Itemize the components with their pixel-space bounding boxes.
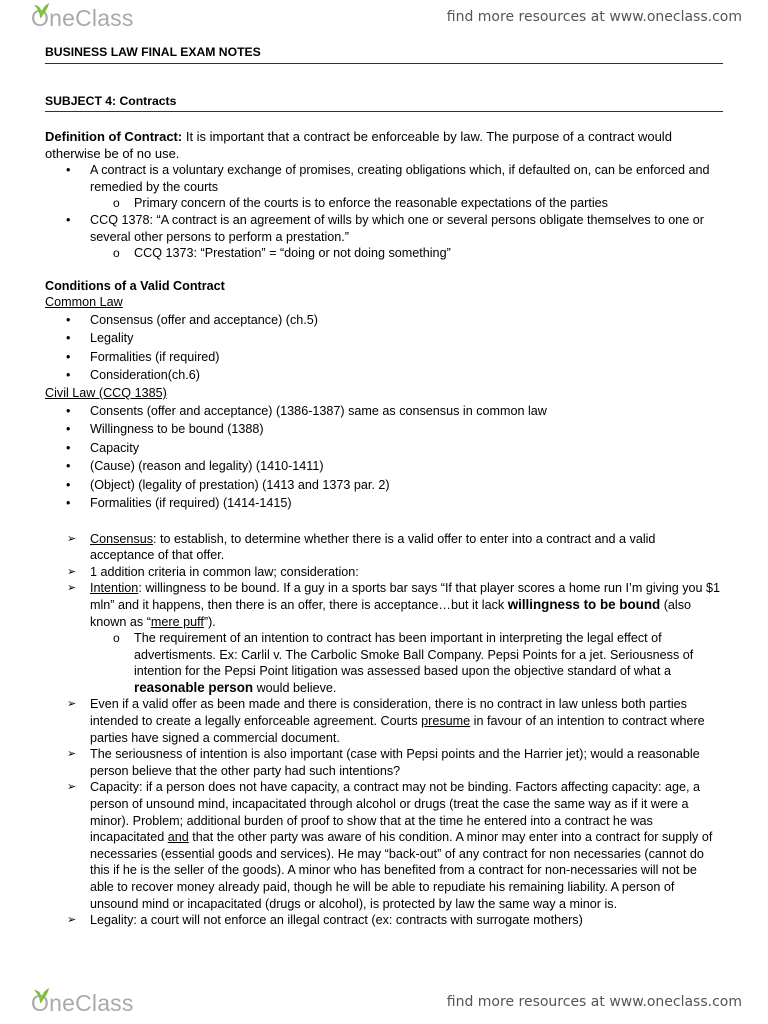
sub-bullet-item: o Primary concern of the courts is to enforce the reasonable expectations of the parties: [113, 196, 608, 211]
definition-paragraph: [45, 128, 723, 162]
list-item: • Formalities (if required): [66, 349, 220, 364]
civil-law-heading: Civil Law (CCQ 1385): [45, 385, 167, 400]
logo-text: OneClass: [31, 4, 134, 31]
common-law-heading: Common Law: [45, 295, 123, 310]
tagline-link-top[interactable]: find more resources at www.oneclass.com: [446, 9, 742, 25]
arrow-item-addition: ➢ 1 addition criteria in common law; consideration:: [67, 564, 359, 579]
list-item: • (Cause) (reason and legality) (1410-1411): [66, 459, 324, 474]
logo-text: OneClass: [31, 989, 134, 1016]
tagline-link-bottom[interactable]: find more resources at www.oneclass.com: [446, 994, 742, 1010]
list-item: • Formalities (if required) (1414-1415): [66, 496, 292, 511]
list-item: • Consideration(ch.6): [66, 368, 200, 383]
oneclass-logo-bottom[interactable]: [31, 989, 134, 1017]
bullet-item: • A contract is a voluntary exchange of promises, creating obligations which, if defaulted on, can be enforced and remedied by the courts: [66, 163, 710, 194]
definition-label: Definition of Contract:: [45, 129, 183, 145]
conditions-heading: Conditions of a Valid Contract: [45, 278, 225, 293]
list-item: • Willingness to be bound (1388): [66, 422, 264, 437]
arrow-item-valid-offer: ➢ Even if a valid offer as been made and there is consideration, there is no contract in law unless both parties intended to create a legally enforceable agreement. Courts presume in favour of an intention to contract where parties have signed a commercial document.: [67, 697, 705, 745]
subject-heading: SUBJECT 4: Contracts: [45, 93, 723, 113]
leaf-icon: [31, 985, 51, 1005]
leaf-icon: [31, 0, 51, 20]
list-item: • Capacity: [66, 440, 139, 455]
sub-bullet-item: o CCQ 1373: “Prestation” = “doing or not doing something”: [113, 246, 451, 261]
sub-bullet-advertisments: o The requirement of an intention to contract has been important in interpreting the legal effect of advertisments. Ex: Carlil v. The Carbolic Smoke Ball Company. Pepsi Points for a jet. Seriousness of intention for the Pepsi Point litigation was assessed based upon the objective standard of what a reasonable person would believe.: [113, 631, 694, 695]
arrow-item-intention: ➢ Intention: willingness to be bound. If a guy in a sports bar says “If that player scores a home run I’m giving you $1 mln” and it happens, then there is an offer, there is acceptance…but it lack willingness to be bound (also known as “mere puff”).: [67, 581, 721, 629]
arrow-item-seriousness: ➢ The seriousness of intention is also important (case with Pepsi points and the Harrier jet); would a reasonable person believe that the other party had such intentions?: [67, 747, 700, 778]
list-item: • (Object) (legality of prestation) (1413 and 1373 par. 2): [66, 477, 390, 492]
document-body: [45, 44, 723, 929]
list-item: • Consents (offer and acceptance) (1386-1387) same as consensus in common law: [66, 403, 547, 418]
list-item: • Consensus (offer and acceptance) (ch.5): [66, 312, 318, 327]
list-item: • Legality: [66, 331, 134, 346]
arrow-item-legality: ➢ Legality: a court will not enforce an illegal contract (ex: contracts with surrogate mothers): [67, 913, 583, 928]
document-title: BUSINESS LAW FINAL EXAM NOTES: [45, 44, 723, 64]
bullet-item: • CCQ 1378: “A contract is an agreement of wills by which one or several persons obligate themselves to one or several other persons to perform a prestation.”: [66, 212, 704, 244]
definition-text: It is important that a contract be enforceable by law. The purpose of a contract would otherwise be of no use.: [45, 129, 672, 162]
oneclass-logo-top[interactable]: [31, 4, 134, 32]
arrow-item-consensus: ➢ Consensus: to establish, to determine whether there is a valid offer to enter into a contract and a valid acceptance of that offer.: [67, 531, 656, 563]
arrow-item-capacity: ➢ Capacity: if a person does not have capacity, a contract may not be binding. Factors affecting capacity: age, a person of unsound mind, incapacitated through alcohol or drugs (treat the case the same way as if it were a minor). Problem; additional burden of proof to show that at the time he entered into a contract he was incapacitated and that the other party was aware of his condition. A minor may enter into a contract for supply of necessaries (essential goods and services). He may “back-out” of any contract for non necessaries (cannot do this if he is the seller of the goods). A minor who has benefited from a contract for non-necessaries will not be able to recover money already paid, though he will be able to repudiate his remaining liability. A person of unsound mind or incapacitated (drugs or alcohol), is protected by law the same way a minor is.: [67, 780, 713, 911]
